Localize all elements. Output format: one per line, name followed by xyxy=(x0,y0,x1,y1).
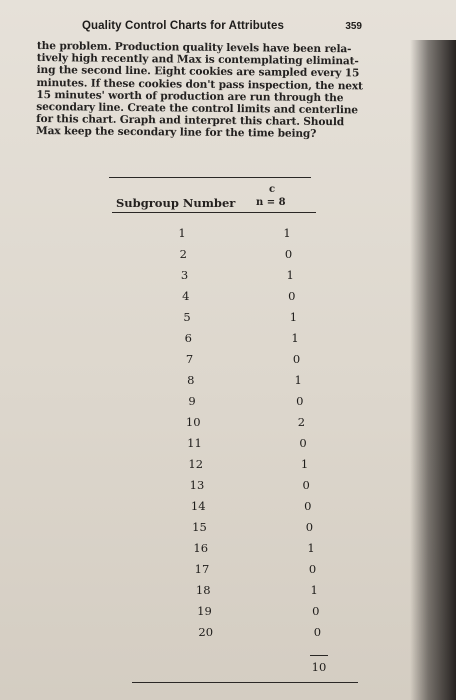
subgroup-number-cell: 7 xyxy=(185,352,194,366)
subgroup-number-cell: 18 xyxy=(195,583,211,597)
nonconformity-count-cell: 1 xyxy=(291,331,299,345)
total-rule xyxy=(310,655,328,656)
problem-line: minutes. If these cookies don't pass inspection, the next xyxy=(36,76,363,93)
subgroup-number-cell: 20 xyxy=(198,625,214,639)
subgroup-number-header: Subgroup Number xyxy=(116,196,236,210)
binding-shadow xyxy=(410,40,456,700)
nonconformity-count-cell: 2 xyxy=(297,415,306,429)
subgroup-number-cell: 9 xyxy=(188,394,196,408)
nonconformity-count-cell: 1 xyxy=(310,583,318,597)
problem-line: secondary line. Create the control limits and centerline xyxy=(36,101,358,117)
problem-line: ing the second line. Eight cookies are sampled every 15 xyxy=(36,64,360,80)
table-header-rule xyxy=(112,212,316,213)
nonconformity-count-cell: 0 xyxy=(304,499,312,513)
subgroup-number-cell: 13 xyxy=(189,478,205,492)
subgroup-number-cell: 4 xyxy=(182,289,190,303)
subgroup-number-cell: 11 xyxy=(187,436,202,450)
subgroup-number-cell: 19 xyxy=(197,604,212,618)
nonconformity-count-cell: 0 xyxy=(292,352,301,366)
nonconformity-count-cell: 1 xyxy=(283,226,291,240)
subgroup-number-cell: 8 xyxy=(187,373,195,387)
subgroup-number-cell: 10 xyxy=(185,415,201,429)
nonconformity-count-cell: 0 xyxy=(308,562,317,576)
nonconformity-count-cell: 0 xyxy=(299,436,307,450)
subgroup-number-cell: 1 xyxy=(178,226,186,240)
nonconformity-count-cell: 1 xyxy=(289,310,298,324)
nonconformity-count-cell: 1 xyxy=(300,457,309,471)
subgroup-number-cell: 15 xyxy=(192,520,207,534)
nonconformity-count-cell: 0 xyxy=(284,247,293,261)
page-number: 359 xyxy=(345,21,362,32)
subgroup-number-cell: 17 xyxy=(194,562,210,576)
nonconformity-count-cell: 1 xyxy=(286,268,294,282)
sample-size-header: n = 8 xyxy=(256,197,286,208)
nonconformity-count-cell: 0 xyxy=(296,394,304,408)
problem-line: the problem. Production quality levels have been rela- xyxy=(36,40,352,56)
subgroup-number-cell: 6 xyxy=(184,331,192,345)
running-head-title: Quality Control Charts for Attributes xyxy=(82,20,284,32)
nonconformity-count-cell: 0 xyxy=(288,289,296,303)
page-header xyxy=(82,20,362,40)
subgroup-number-cell: 16 xyxy=(193,541,209,555)
nonconformity-count-cell: 0 xyxy=(305,520,314,534)
nonconformity-count-cell: 0 xyxy=(313,625,322,639)
nonconformity-count-cell: 0 xyxy=(302,478,310,492)
problem-line: 15 minutes' worth of production are run through the xyxy=(36,88,344,105)
nonconformity-count-cell: 1 xyxy=(307,541,315,555)
c-total: 10 xyxy=(311,660,327,674)
problem-text xyxy=(36,40,377,141)
subgroup-number-cell: 2 xyxy=(179,247,187,261)
nonconformity-count-cell: 1 xyxy=(294,373,302,387)
nonconformity-count-cell: 0 xyxy=(312,604,320,618)
problem-line: for this chart. Graph and interpret this chart. Should xyxy=(36,113,345,129)
problem-line: tively high recently and Max is contemplating eliminat- xyxy=(36,52,359,68)
subgroup-number-cell: 12 xyxy=(188,457,204,471)
subgroup-number-cell: 5 xyxy=(183,310,191,324)
table-top-rule xyxy=(109,177,311,178)
subgroup-number-cell: 3 xyxy=(180,268,189,282)
problem-line: Max keep the secondary line for the time being? xyxy=(35,125,317,141)
c-column-header: c xyxy=(269,184,276,195)
subgroup-number-cell: 14 xyxy=(190,499,206,513)
table-bottom-rule xyxy=(132,682,358,683)
